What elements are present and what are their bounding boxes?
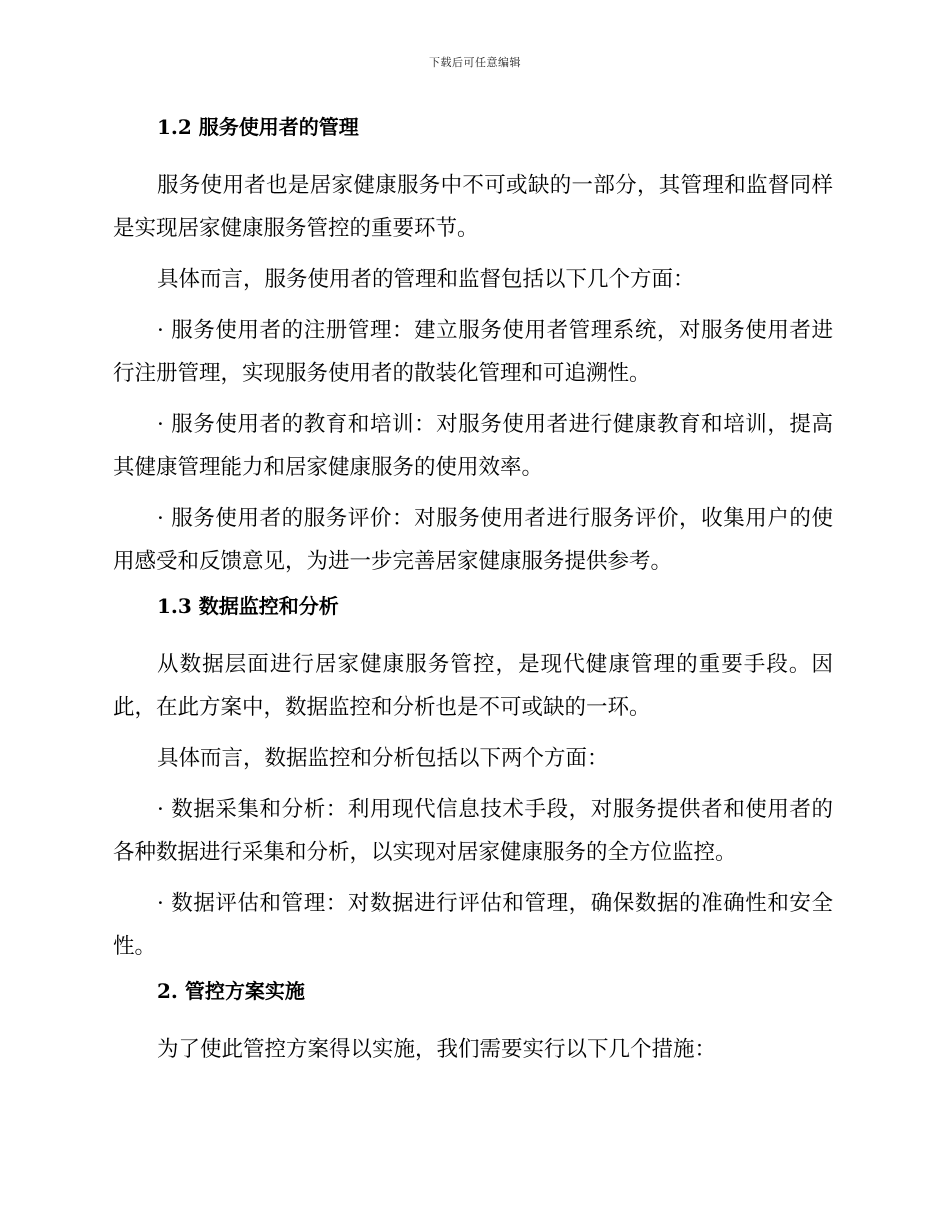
section-heading-1-2: 1.2 服务使用者的管理 xyxy=(157,115,359,139)
bullet-paragraph: · 服务使用者的注册管理：建立服务使用者管理系统，对服务使用者进行注册管理，实现服务使用者的散装化管理和可追溯性。 xyxy=(113,318,833,386)
paragraph: 从数据层面进行居家健康服务管控，是现代健康管理的重要手段。因此，在此方案中，数据监控和分析也是不可或缺的一环。 xyxy=(113,652,833,720)
bullet-paragraph: · 服务使用者的教育和培训：对服务使用者进行健康教育和培训，提高其健康管理能力和居家健康服务的使用效率。 xyxy=(113,412,833,480)
section-heading-2: 2. 管控方案实施 xyxy=(157,979,305,1003)
document-body xyxy=(113,112,833,1079)
header-note: 下载后可任意编辑 xyxy=(429,56,521,69)
paragraph: 具体而言，数据监控和分析包括以下两个方面： xyxy=(157,746,609,771)
bullet-paragraph: · 数据采集和分析：利用现代信息技术手段，对服务提供者和使用者的各种数据进行采集和分析，以实现对居家健康服务的全方位监控。 xyxy=(113,797,833,865)
bullet-paragraph: · 服务使用者的服务评价：对服务使用者进行服务评价，收集用户的使用感受和反馈意见，为进一步完善居家健康服务提供参考。 xyxy=(113,506,833,574)
paragraph: 具体而言，服务使用者的管理和监督包括以下几个方面： xyxy=(157,267,695,292)
paragraph: 服务使用者也是居家健康服务中不可或缺的一部分，其管理和监督同样是实现居家健康服务管控的重要环节。 xyxy=(113,173,833,241)
paragraph: 为了使此管控方案得以实施，我们需要实行以下几个措施： xyxy=(157,1037,717,1062)
bullet-paragraph: · 数据评估和管理：对数据进行评估和管理，确保数据的准确性和安全性。 xyxy=(113,891,833,959)
section-heading-1-3: 1.3 数据监控和分析 xyxy=(157,594,339,618)
